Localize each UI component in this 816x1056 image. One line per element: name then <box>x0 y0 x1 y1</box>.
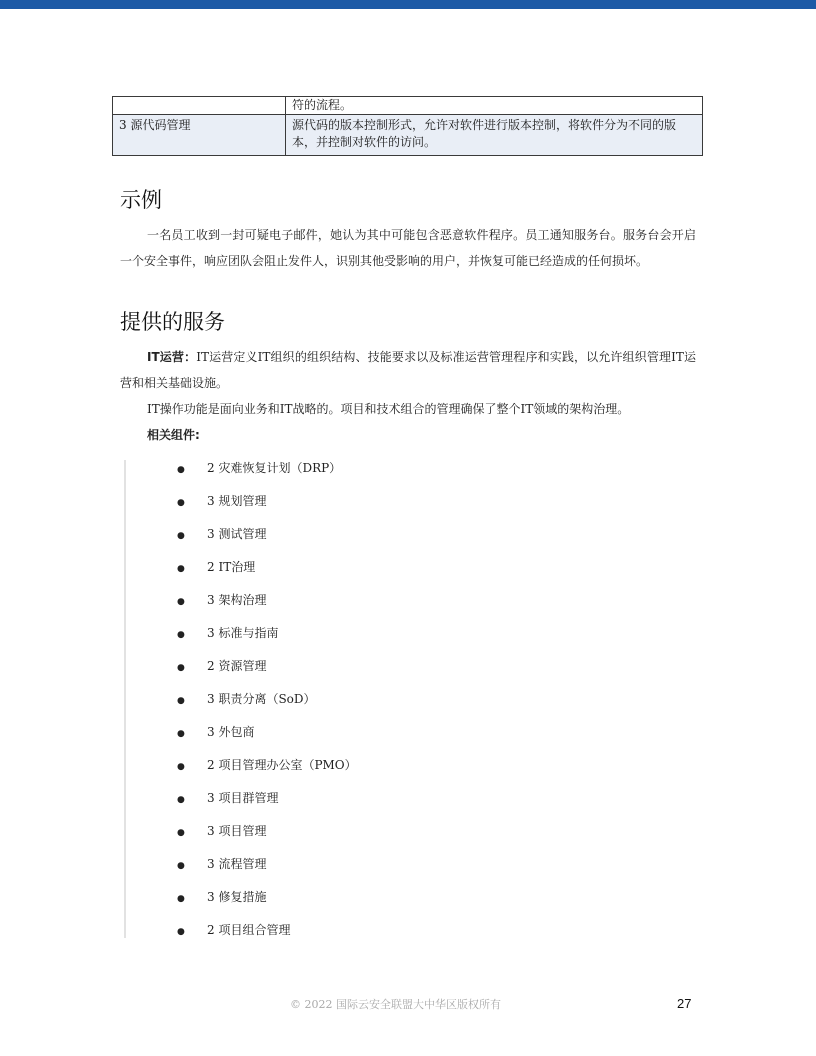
list-item <box>177 687 357 720</box>
list-item-text: 3 标准与指南 <box>207 626 279 640</box>
list-item-text: 3 项目管理 <box>207 824 267 838</box>
list-item <box>177 522 357 555</box>
list-item-text: 2 项目管理办公室（PMO） <box>207 758 357 772</box>
list-item <box>177 456 357 489</box>
list-item <box>177 555 357 588</box>
list-item <box>177 621 357 654</box>
list-item-text: 2 IT治理 <box>207 560 256 574</box>
page-number: 27 <box>677 996 692 1011</box>
services-table <box>112 96 703 156</box>
list-item-text: 3 架构治理 <box>207 593 267 607</box>
list-item <box>177 489 357 522</box>
list-item-text: 3 流程管理 <box>207 857 267 871</box>
table-cell-component: 3 源代码管理 <box>113 115 286 156</box>
bullet-icon: ● <box>177 894 185 904</box>
services-heading: 提供的服务 <box>120 310 225 334</box>
list-item-text: 3 职责分离（SoD） <box>207 692 316 706</box>
bullet-icon: ● <box>177 531 185 541</box>
example-paragraph: 一名员工收到一封可疑电子邮件，她认为其中可能包含恶意软件程序。员工通知服务台。服务台会开启一个安全事件，响应团队会阻止发件人，识别其他受影响的用户，并恢复可能已经造成的任何损坏。 <box>120 228 696 268</box>
bullet-icon: ● <box>177 861 185 871</box>
list-item-text: 2 项目组合管理 <box>207 923 291 937</box>
it-ops-label: IT运营： <box>147 350 197 364</box>
list-item <box>177 654 357 687</box>
example-heading: 示例 <box>120 188 162 212</box>
list-item <box>177 786 357 819</box>
list-item <box>177 819 357 852</box>
list-item-text: 3 测试管理 <box>207 527 267 541</box>
table-row <box>113 115 703 156</box>
bullet-icon: ● <box>177 762 185 772</box>
related-components-label: 相关组件: <box>147 428 200 442</box>
list-item-text: 3 外包商 <box>207 725 255 739</box>
list-item <box>177 720 357 753</box>
bullet-icon: ● <box>177 630 185 640</box>
it-ops-paragraph <box>120 344 696 396</box>
it-function-paragraph: IT操作功能是面向业务和IT战略的。项目和技术组合的管理确保了整个IT领域的架构治理。 <box>147 402 630 416</box>
list-item <box>177 753 357 786</box>
list-item-text: 3 项目群管理 <box>207 791 279 805</box>
bullet-icon: ● <box>177 927 185 937</box>
list-item-text: 2 灾难恢复计划（DRP） <box>207 461 342 475</box>
list-item-text: 3 修复措施 <box>207 890 267 904</box>
bullet-icon: ● <box>177 498 185 508</box>
quote-bar <box>124 460 126 938</box>
table-cell-description: 源代码的版本控制形式，允许对软件进行版本控制，将软件分为不同的版本，并控制对软件的访问。 <box>286 115 703 156</box>
list-item <box>177 852 357 885</box>
table-cell-component <box>113 97 286 115</box>
list-item <box>177 885 357 918</box>
bullet-icon: ● <box>177 729 185 739</box>
bullet-icon: ● <box>177 597 185 607</box>
bullet-icon: ● <box>177 663 185 673</box>
list-item-text: 2 资源管理 <box>207 659 267 673</box>
table-row <box>113 97 703 115</box>
bullet-icon: ● <box>177 564 185 574</box>
bullet-icon: ● <box>177 465 185 475</box>
it-ops-text: IT运营定义IT组织的组织结构、技能要求以及标准运营管理程序和实践，以允许组织管理IT运营和相关基础设施。 <box>120 350 696 390</box>
bullet-icon: ● <box>177 795 185 805</box>
header-bar <box>0 0 816 9</box>
list-item <box>177 588 357 621</box>
bullet-icon: ● <box>177 696 185 706</box>
table-cell-description: 符的流程。 <box>286 97 703 115</box>
component-list <box>177 456 357 951</box>
bullet-icon: ● <box>177 828 185 838</box>
list-item <box>177 918 357 951</box>
footer-copyright: © 2022 国际云安全联盟大中华区版权所有 <box>290 998 501 1011</box>
list-item-text: 3 规划管理 <box>207 494 267 508</box>
